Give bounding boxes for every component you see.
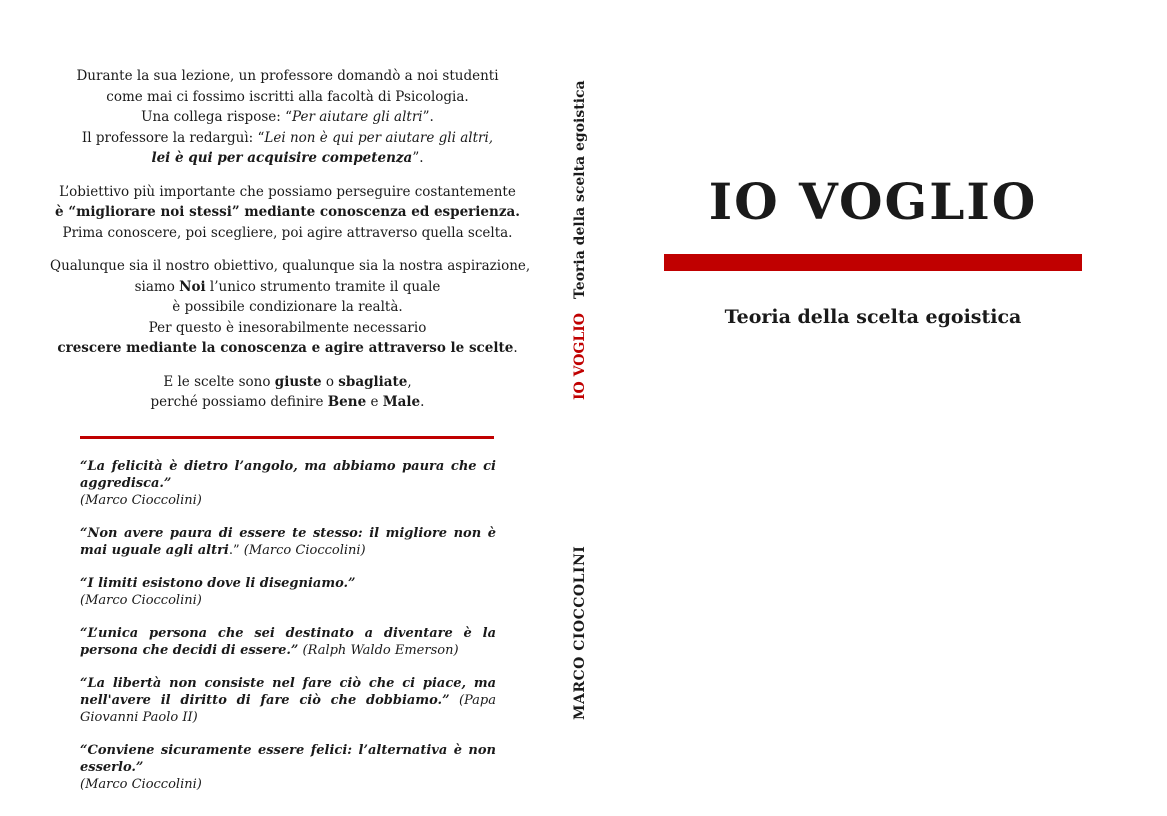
quotes-list <box>80 458 496 809</box>
back-cover <box>50 66 531 426</box>
text-line: Prima conoscere, poi scegliere, poi agire attraverso quella scelta. <box>62 224 513 241</box>
text-line: crescere mediante la conoscenza e agire attraverso le scelte. <box>57 340 518 356</box>
front-title: IO VOGLIO <box>708 172 1038 231</box>
spine-title <box>572 80 588 400</box>
text-line: perché possiamo definire Bene e Male. <box>150 394 425 410</box>
quote-item: “I limiti esistono dove li disegniamo.” (Marco Cioccolini) <box>80 576 356 608</box>
front-subtitle: Teoria della scelta egoistica <box>724 306 1022 328</box>
text-line: lei è qui per acquisire competenza”. <box>151 150 424 166</box>
text-line: Qualunque sia il nostro obiettivo, qualunque sia la nostra aspirazione, <box>50 258 531 274</box>
text-line: E le scelte sono giuste o sbagliate, <box>163 373 412 390</box>
text-line: Una collega rispose: “Per aiutare gli altri”. <box>141 109 434 125</box>
aspiration-paragraph <box>50 256 531 359</box>
back-red-divider <box>80 436 494 439</box>
quote-item: “La felicità è dietro l’angolo, ma abbiamo paura che ci aggredisca.” (Marco Cioccolini) <box>80 459 496 508</box>
spine-subtitle: Teoria della scelta egoistica <box>572 80 588 300</box>
text-line: come mai ci fossimo iscritti alla facoltà di Psicologia. <box>106 88 469 105</box>
intro-paragraph <box>50 66 525 169</box>
text-line: è “migliorare noi stessi” mediante conoscenza ed esperienza. <box>55 204 520 220</box>
spine-author: MARCO CIOCCOLINI <box>572 545 588 720</box>
text-line: Il professore la redarguì: “Lei non è qui per aiutare gli altri, <box>81 129 494 146</box>
text-line: è possibile condizionare la realtà. <box>172 299 403 315</box>
choices-paragraph <box>50 372 525 413</box>
text-line: Per questo è inesorabilmente necessario <box>148 319 427 336</box>
quote-item: “Conviene sicuramente essere felici: l’alternativa è non esserlo.” (Marco Cioccolini) <box>80 743 496 792</box>
quote-item: “Non avere paura di essere te stesso: il migliore non è mai uguale agli altri.” (Marco Cioccolini) <box>80 526 496 558</box>
text-line: siamo Noi l’unico strumento tramite il quale <box>134 278 441 295</box>
text-line: Durante la sua lezione, un professore domandò a noi studenti <box>76 68 499 84</box>
front-red-bar <box>664 254 1082 271</box>
spine-title-main: IO VOGLIO <box>572 313 588 400</box>
objective-paragraph <box>50 182 525 244</box>
quote-item: “La libertà non consiste nel fare ciò che ci piace, ma nell'avere il diritto di fare ciò che dobbiamo.” (Papa Giovanni Paolo II) <box>80 676 496 725</box>
quote-item: “L’unica persona che sei destinato a diventare è la persona che decidi di essere.” (Ralph Waldo Emerson) <box>80 626 496 658</box>
text-line: L’obiettivo più importante che possiamo perseguire costantemente <box>59 183 516 200</box>
